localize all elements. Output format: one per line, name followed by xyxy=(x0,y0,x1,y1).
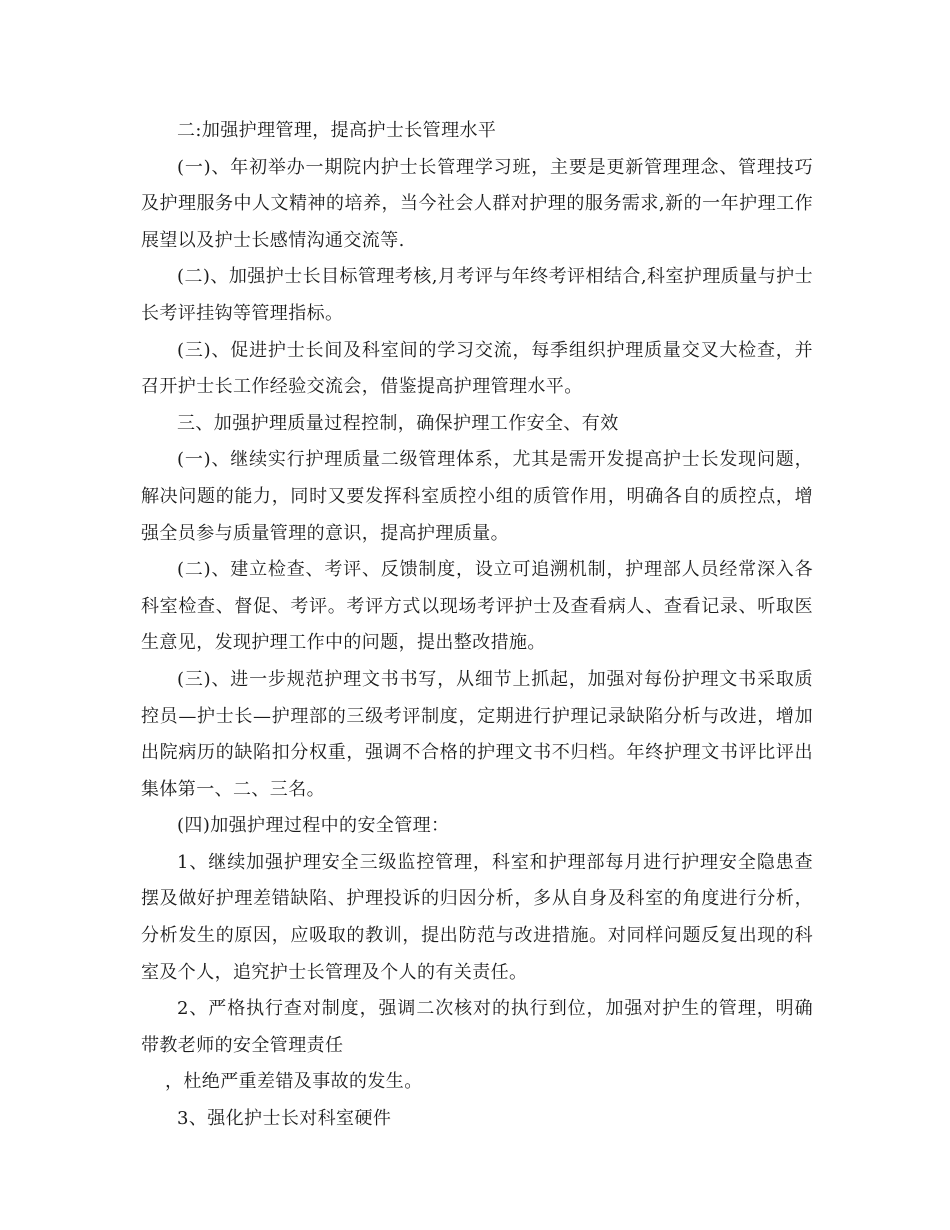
subsection-heading: (四)加强护理过程中的安全管理： xyxy=(177,815,450,837)
section-heading-2: 二:加强护理管理，提高护士长管理水平 xyxy=(177,120,497,141)
paragraph: 3、强化护士长对科室硬件 xyxy=(177,1108,392,1130)
paragraph: 1、继续加强护理安全三级监控管理，科室和护理部每月进行护理安全隐患查摆及做好护理差错缺陷、护理投诉的归因分析，多从自身及科室的角度进行分析，分析发生的原因，应吸取的教训，提出防范与改进措施。对同样问题反复出现的科室及个人，追究护士长管理及个人的有关责任。 xyxy=(141,851,813,983)
paragraph: (三)、促进护士长间及科室间的学习交流，每季组织护理质量交叉大检查，并召开护士长工作经验交流会，借鉴提高护理管理水平。 xyxy=(141,339,813,398)
paragraph: (一)、年初举办一期院内护士长管理学习班，主要是更新管理理念、管理技巧及护理服务中人文精神的培养，当今社会人群对护理的服务需求,新的一年护理工作展望以及护士长感情沟通交流等. xyxy=(141,156,813,251)
paragraph: 2、严格执行查对制度，强调二次核对的执行到位，加强对护生的管理，明确带教老师的安全管理责任 xyxy=(141,998,813,1056)
paragraph-continuation: ，杜绝严重差错及事故的发生。 xyxy=(165,1071,423,1093)
paragraph: (一)、继续实行护理质量二级管理体系，尤其是需开发提高护士长发现问题，解决问题的能力，同时又要发挥科室质控小组的质管作用，明确各自的质控点，增强全员参与质量管理的意识，提高护理质量。 xyxy=(141,449,813,544)
paragraph: (三)、进一步规范护理文书书写，从细节上抓起，加强对每份护理文书采取质控员—护士长—护理部的三级考评制度，定期进行护理记录缺陷分析与改进，增加出院病历的缺陷扣分权重，强调不合格的护理文书不归档。年终护理文书评比评出集体第一、二、三名。 xyxy=(141,668,813,800)
paragraph: (二)、建立检查、考评、反馈制度，设立可追溯机制，护理部人员经常深入各科室检查、督促、考评。考评方式以现场考评护士及查看病人、查看记录、听取医生意见，发现护理工作中的问题，提出整改措施。 xyxy=(141,559,813,654)
paragraph: (二)、加强护士长目标管理考核,月考评与年终考评相结合,科室护理质量与护士长考评挂钩等管理指标。 xyxy=(141,266,813,324)
section-heading-3: 三、加强护理质量过程控制，确保护理工作安全、有效 xyxy=(177,412,619,434)
document-body xyxy=(141,113,813,1138)
